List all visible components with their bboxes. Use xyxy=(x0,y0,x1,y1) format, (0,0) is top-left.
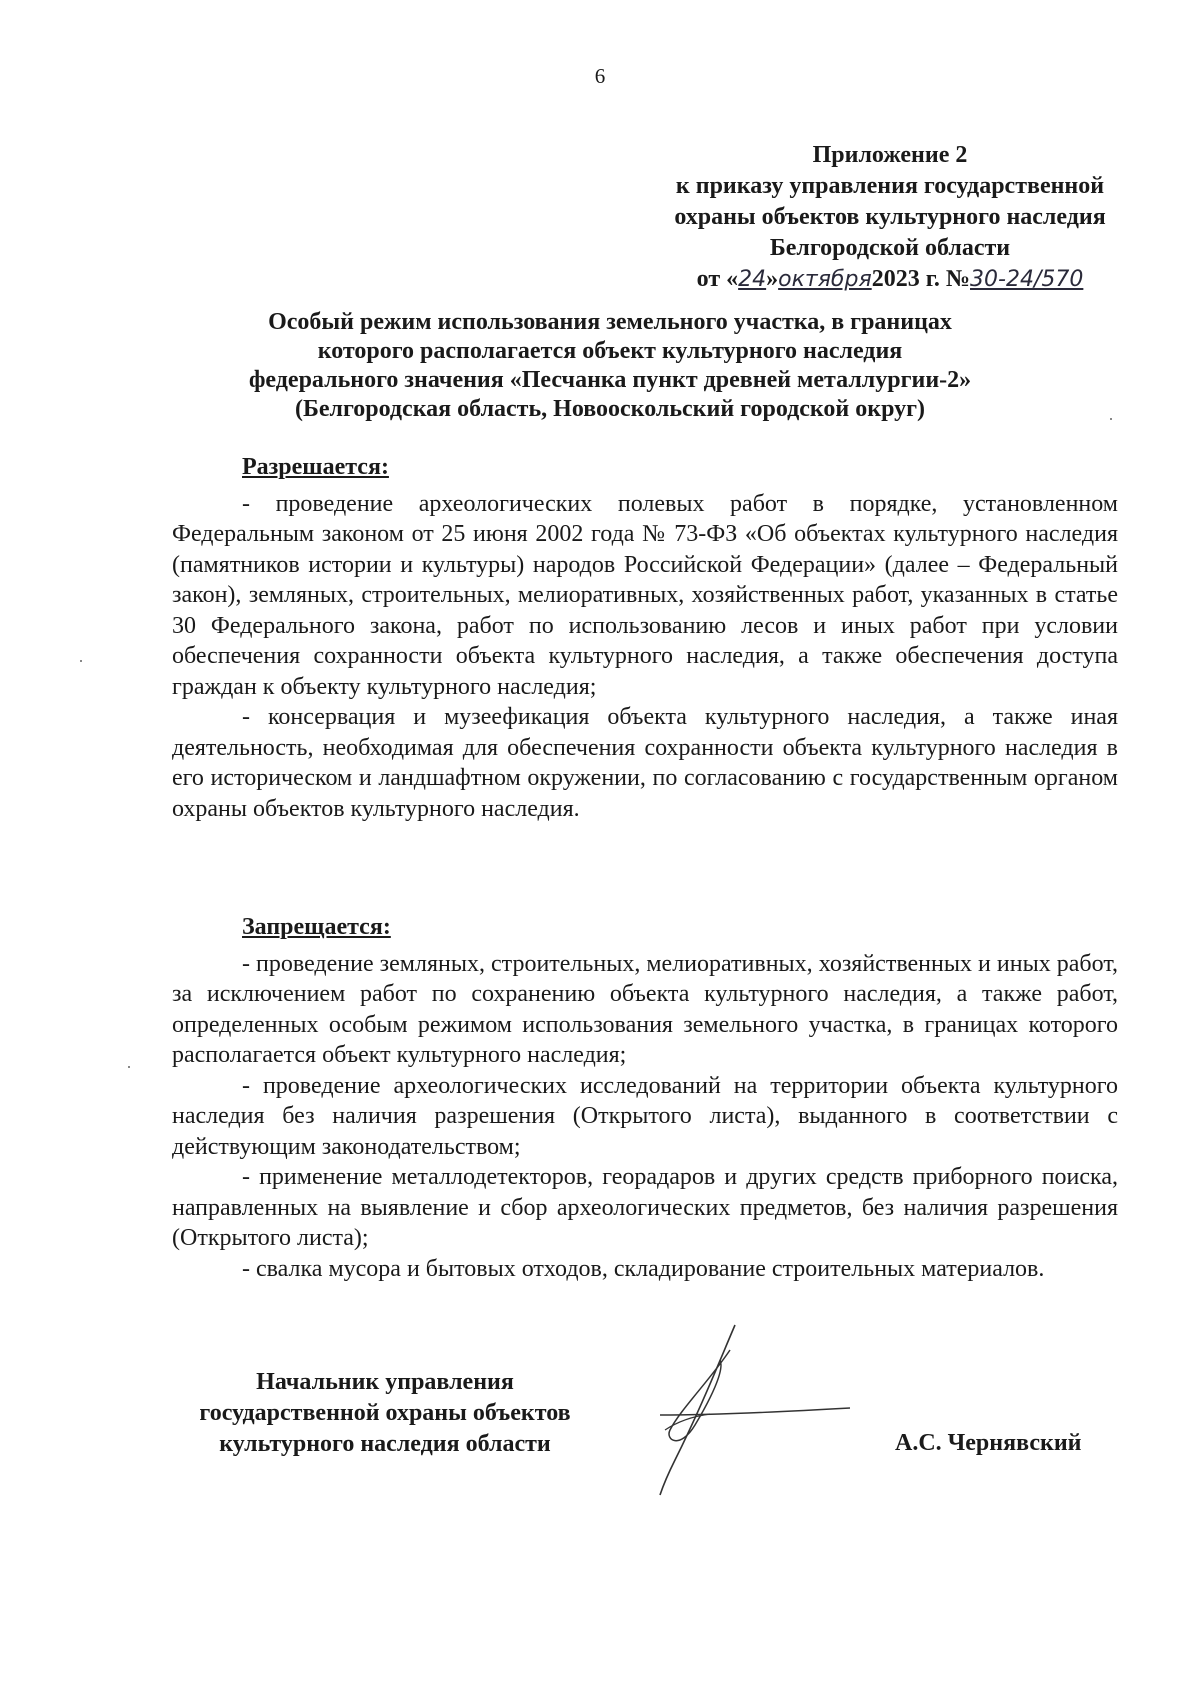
date-day: 24 xyxy=(738,267,767,292)
appendix-header xyxy=(640,140,1140,295)
date-mid: » xyxy=(766,266,779,292)
scan-speck xyxy=(128,1066,130,1068)
date-month: октября xyxy=(778,267,872,292)
appendix-title: Приложение 2 xyxy=(812,142,968,168)
appendix-order-line: к приказу управления государственной xyxy=(675,173,1105,199)
signer-position-line-1: Начальник управления xyxy=(256,1369,514,1395)
appendix-region-line: Белгородской области xyxy=(769,235,1011,261)
signer-position-line-3: культурного наследия области xyxy=(219,1431,551,1457)
prohibited-heading: Запрещается: xyxy=(242,914,391,940)
prohibited-section xyxy=(172,912,1118,1284)
scan-speck xyxy=(1110,418,1112,420)
prohibited-item: - применение металлодетекторов, георадаров и других средств приборного поиска, направленных на выявление и сбор археологических предметов, без наличия разрешения (Открытого листа); xyxy=(172,1164,1118,1251)
signer-name: А.С. Чернявский xyxy=(895,1430,1082,1456)
title-line-1: Особый режим использования земельного участка, в границах xyxy=(268,309,952,335)
scan-speck xyxy=(80,660,82,662)
allowed-item: - проведение археологических полевых работ в порядке, установленном Федеральным законом от 25 июня 2002 года № 73-ФЗ «Об объектах культурного наследия (памятников истории и культуры) народов Российской Федерации» (далее – Федеральный закон), земляных, строительных, мелиоративных, хозяйственных работ, указанных в статье 30 Федерального закона, работ по использованию лесов и иных работ при условии обеспечения сохранности объекта культурного наследия, а также обеспечения доступа граждан к объекту культурного наследия; xyxy=(172,490,1118,700)
title-line-4: (Белгородская область, Новооскольский городской округ) xyxy=(294,396,926,422)
page-number: 6 xyxy=(594,64,606,88)
title-line-2: которого располагается объект культурного наследия xyxy=(317,338,903,364)
document-title xyxy=(180,308,1040,424)
signer-position xyxy=(170,1367,600,1460)
appendix-authority-line: охраны объектов культурного наследия xyxy=(674,204,1106,230)
prohibited-item: - проведение земляных, строительных, мелиоративных, хозяйственных и иных работ, за исключением работ по сохранению объекта культурного наследия, а также работ, определенных особым режимом использования земельного участка, в границах которого располагается объект культурного наследия; xyxy=(172,950,1118,1068)
signer-position-line-2: государственной охраны объектов xyxy=(199,1400,571,1426)
order-number: 30-24/570 xyxy=(970,267,1084,292)
date-year: 2023 г. № xyxy=(871,266,971,292)
handwritten-signature xyxy=(640,1320,880,1520)
allowed-item: - консервация и музеефикация объекта культурного наследия, а также иная деятельность, необходимая для обеспечения сохранности объекта культурного наследия в его историческом и ландшафтном окружении, по согласованию с государственным органом охраны объектов культурного наследия. xyxy=(172,704,1118,822)
prohibited-item: - свалка мусора и бытовых отходов, складирование строительных материалов. xyxy=(242,1255,1045,1282)
prohibited-item: - проведение археологических исследований на территории объекта культурного наследия без наличия разрешения (Открытого листа), выданного в соответствии с действующим законодательством; xyxy=(172,1072,1118,1160)
appendix-date-line xyxy=(640,264,1140,295)
allowed-heading: Разрешается: xyxy=(242,454,389,480)
title-line-3: федерального значения «Песчанка пункт древней металлургии-2» xyxy=(248,367,972,393)
date-prefix: от « xyxy=(696,266,739,292)
allowed-section xyxy=(172,452,1118,824)
